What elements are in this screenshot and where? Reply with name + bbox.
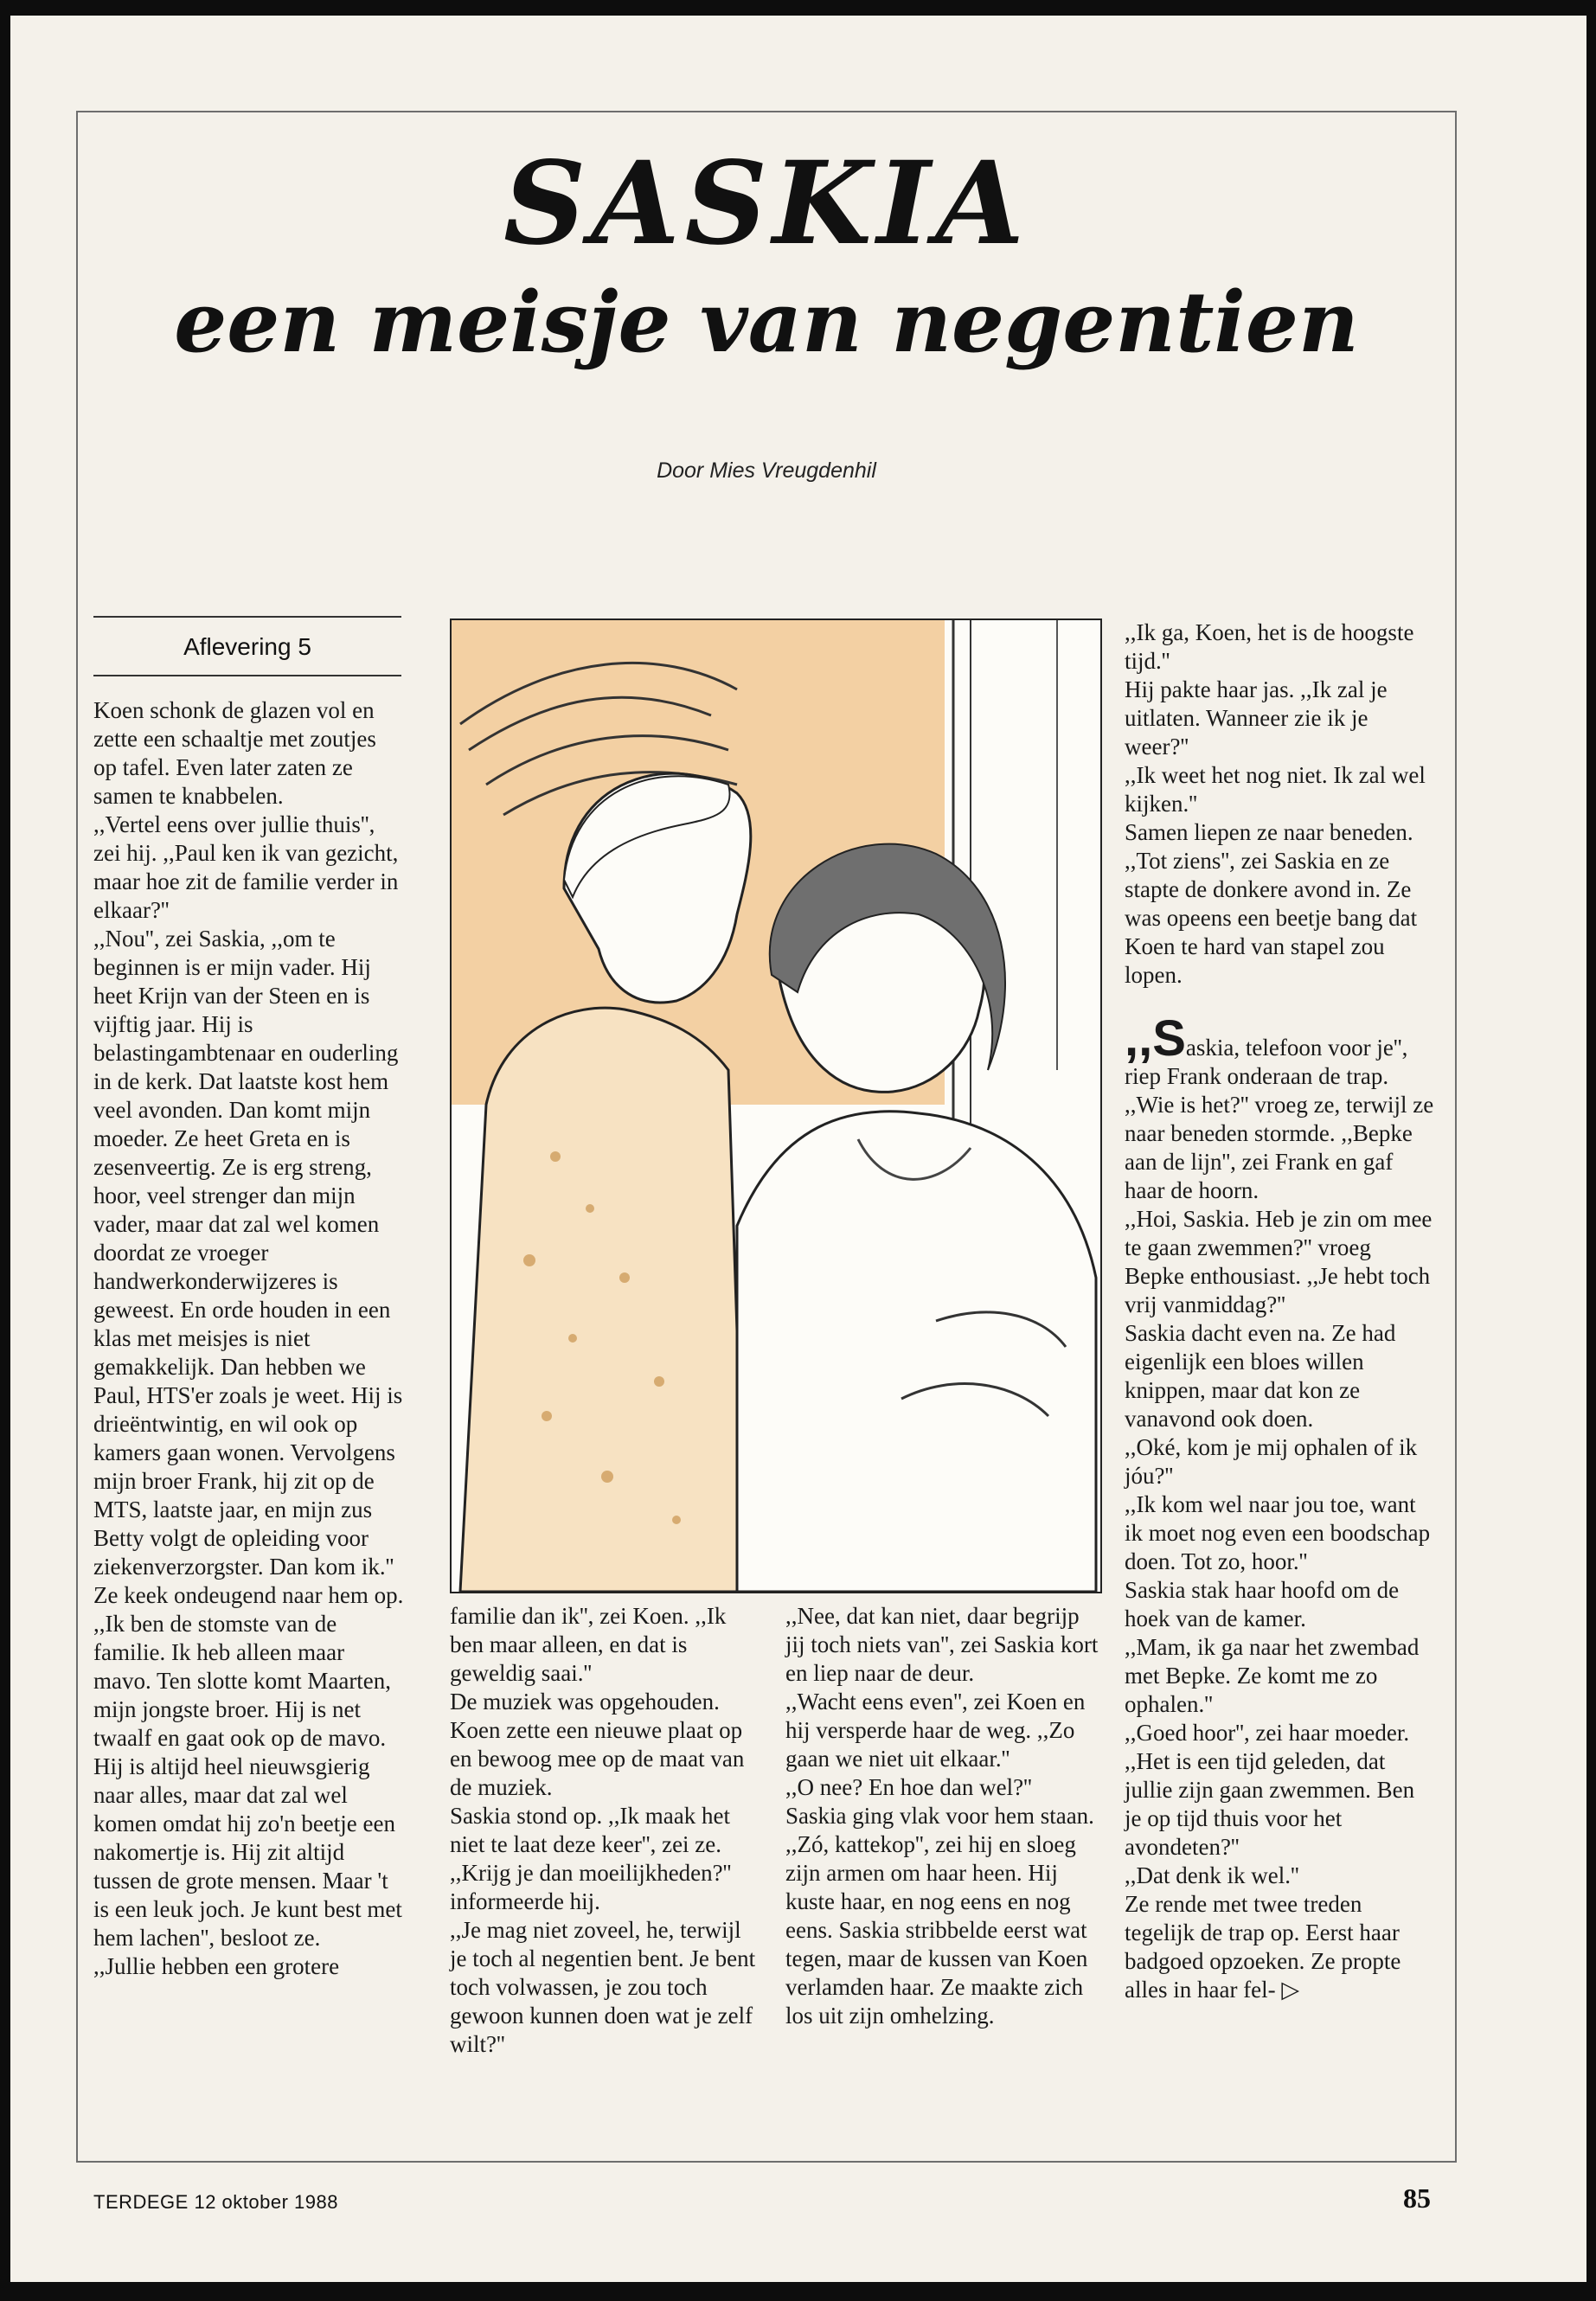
paragraph: Saskia dacht even na. Ze had eigenlijk een bloes willen knippen, maar dat kon ze vanavond ook doen.	[1125, 1320, 1396, 1432]
paragraph: ,,Krijg je dan moeilijkheden?'' informeerde hij.	[450, 1860, 732, 1914]
episode-label: Aflevering 5	[183, 633, 311, 660]
paragraph: ,,Nou'', zei Saskia, ,,om te beginnen is er mijn vader. Hij heet Krijn van der Steen en is vijftig jaar. Hij is belastingambtenaar en ouderling in de kerk. Dat laatste kost hem veel avonden. Dan komt mijn moeder. Ze heet Greta en is zesenveertig. Ze is erg streng, hoor, veel strenger dan mijn vader, maar dat zal wel komen doordat ze vroeger handwerkonderwijzeres is geweest. En orde houden in een klas met meisjes is niet gemakkelijk. Dan hebben we Paul, HTS'er zoals je weet. Hij is drieëntwintig, en wil ook op kamers gaan wonen. Vervolgens mijn broer Frank, hij zit op de MTS, laatste jaar, en mijn zus Betty volgt de opleiding voor ziekenverzorgster. Dan kom ik.'' Ze keek ondeugend naar hem op.	[93, 926, 404, 1608]
paragraph: familie dan ik'', zei Koen. ,,Ik ben maar alleen, en dat is geweldig saai.''	[450, 1603, 727, 1686]
paragraph: Saskia stond op. ,,Ik maak het niet te laat deze keer'', zei ze.	[450, 1803, 730, 1857]
byline: Door Mies Vreugdenhil	[657, 458, 876, 483]
drop-cap: ,,S	[1125, 1010, 1186, 1067]
paragraph: ,,Hoi, Saskia. Heb je zin om mee te gaan zwemmen?'' vroeg Bepke enthousiast. ,,Je hebt toch vrij vanmiddag?''	[1125, 1206, 1433, 1317]
episode-rule-bottom	[93, 675, 401, 676]
article-subtitle: een meisje van negentien	[174, 273, 1359, 371]
article-title: SASKIA	[503, 137, 1029, 271]
text-column-3	[785, 1602, 1099, 2030]
paragraph: ,,Jullie hebben een grotere	[93, 1953, 340, 1979]
paragraph: ,,Oké, kom je mij ophalen of ik jóu?''	[1125, 1434, 1418, 1489]
paragraph: ,,O nee? En hoe dan wel?'' Saskia ging vlak voor hem staan. ,,Zó, kattekop'', zei hij en sloeg zijn armen om haar heen. Hij kuste haar, en nog eens en nog eens. Saskia stribbelde eerst wat tegen, maar de kussen van Koen verlamden haar. Ze maakte zich los uit zijn omhelzing.	[785, 1774, 1094, 2029]
paragraph: Hij pakte haar jas. ,,Ik zal je uitlaten. Wanneer zie ik je weer?''	[1125, 676, 1388, 760]
text-column-2	[450, 1602, 763, 2059]
paragraph: ,,Goed hoor'', zei haar moeder. ,,Het is een tijd geleden, dat jullie zijn gaan zwemmen. Ben je op tijd thuis voor het avondeten?''	[1125, 1720, 1415, 1860]
paragraph: ,,Dat denk ik wel.''	[1125, 1862, 1299, 1888]
paragraph: ,,Ik ben de stomste van de familie. Ik heb alleen maar mavo. Ten slotte komt Maarten, mijn jongste broer. Hij is net twaalf en gaat ook op de mavo. Hij is altijd heel nieuwsgierig naar alles, maar dat zal wel komen omdat hij zo'n beetje een nakomertje is. Hij zit altijd tussen de grote mensen. Maar 't is een leuk joch. Je kunt best met hem lachen'', besloot ze.	[93, 1611, 402, 1951]
text-column-1	[93, 696, 405, 1981]
story-illustration	[450, 619, 1102, 1593]
paragraph: ,,Vertel eens over jullie thuis'', zei hij. ,,Paul ken ik van gezicht, maar hoe zit de familie verder in elkaar?''	[93, 811, 399, 923]
text-column-4	[1125, 619, 1436, 2004]
paragraph: ,,Wacht eens even'', zei Koen en hij versperde haar de weg. ,,Zo gaan we niet uit elkaar.''	[785, 1689, 1086, 1772]
paragraph: ,,Nee, dat kan niet, daar begrijp jij toch niets van'', zei Saskia kort en liep naar de deur.	[785, 1603, 1099, 1686]
paragraph: ,,Je mag niet zoveel, he, terwijl je toch al negentien bent. Je bent toch volwassen, je zou toch gewoon kunnen doen wat je zelf wilt?''	[450, 1917, 756, 2057]
paragraph: ,,Mam, ik ga naar het zwembad met Bepke. Ze komt me zo ophalen.''	[1125, 1634, 1420, 1717]
paragraph: Saskia stak haar hoofd om de hoek van de kamer.	[1125, 1577, 1400, 1631]
paragraph-dropcap	[1125, 1010, 1436, 1091]
paragraph: ,,Ik ga, Koen, het is de hoogste tijd.''	[1125, 619, 1414, 674]
paragraph: Samen liepen ze naar beneden. ,,Tot ziens'', zei Saskia en ze stapte de donkere avond in. Ze was opeens een beetje bang dat Koen te hard van stapel zou lopen.	[1125, 819, 1418, 988]
paragraph: Ze rende met twee treden tegelijk de trap op. Eerst haar badgoed opzoeken. Ze propte alles in haar fel- ▷	[1125, 1891, 1401, 2003]
magazine-page	[10, 16, 1586, 2282]
illustration-drawing	[452, 620, 1100, 1592]
paragraph: Koen schonk de glazen vol en zette een schaaltje met zoutjes op tafel. Even later zaten ze samen te knabbelen.	[93, 697, 376, 809]
article-frame	[76, 111, 1457, 2163]
paragraph: ,,Ik weet het nog niet. Ik zal wel kijken.''	[1125, 762, 1426, 817]
publication-footer: TERDEGE 12 oktober 1988	[93, 2191, 338, 2213]
paragraph: De muziek was opgehouden. Koen zette een nieuwe plaat op en bewoog mee op de maat van de muziek.	[450, 1689, 745, 1800]
page-number: 85	[1403, 2182, 1431, 2214]
paragraph: ,,Wie is het?'' vroeg ze, terwijl ze naar beneden stormde. ,,Bepke aan de lijn'', zei Frank en gaf haar de hoorn.	[1125, 1092, 1434, 1203]
paragraph: ,,Ik kom wel naar jou toe, want ik moet nog even een boodschap doen. Tot zo, hoor.''	[1125, 1491, 1431, 1574]
dropcap-continuation: askia, telefoon voor je'', riep Frank onderaan de trap.	[1125, 1035, 1408, 1089]
episode-rule-top	[93, 616, 401, 618]
